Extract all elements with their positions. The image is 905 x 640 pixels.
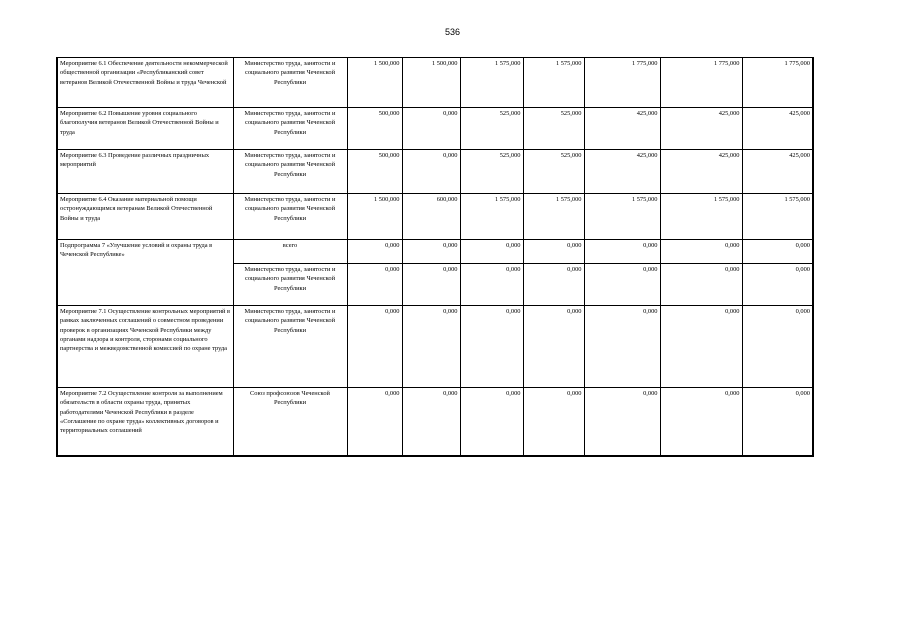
value-cell: 425,000 — [742, 150, 813, 194]
measure-cell: Мероприятие 6.4 Оказание материальной помощи остронуждающимся ветеранам Великой Отечественной Войны и труда — [57, 194, 233, 240]
value-cell: 0,000 — [402, 306, 460, 388]
measure-cell: Мероприятие 7.2 Осуществление контроля за выполнением обязательств в области охраны труда, принятых работодателями Чеченской Республики в разделе «Соглашение по охране труда» коллективных договоров и территориальных соглашений — [57, 388, 233, 456]
value-cell: 0,000 — [347, 388, 402, 456]
value-cell: 525,000 — [523, 108, 584, 150]
table-row — [57, 240, 813, 264]
value-cell: 0,000 — [460, 264, 523, 306]
value-cell: 0,000 — [660, 240, 742, 264]
value-cell: 1 575,000 — [742, 194, 813, 240]
value-cell: 1 775,000 — [742, 58, 813, 108]
value-cell: 0,000 — [523, 264, 584, 306]
value-cell: 425,000 — [660, 108, 742, 150]
measure-cell: Мероприятие 7.1 Осуществление контрольных мероприятий в рамках заключенных соглашений о совместном проведении проверок в организациях Чеченской Республики между органами надзора и контроля, сторонами социального партнерства и межведомственной комиссией по охране труда — [57, 306, 233, 388]
table-row — [57, 150, 813, 194]
value-cell: 0,000 — [523, 306, 584, 388]
value-cell: 0,000 — [742, 388, 813, 456]
value-cell: 525,000 — [523, 150, 584, 194]
value-cell: 525,000 — [460, 150, 523, 194]
value-cell: 0,000 — [460, 240, 523, 264]
value-cell: 525,000 — [460, 108, 523, 150]
value-cell: 0,000 — [523, 388, 584, 456]
value-cell: 1 575,000 — [460, 58, 523, 108]
value-cell: 0,000 — [347, 240, 402, 264]
value-cell: 0,000 — [460, 388, 523, 456]
value-cell: 1 500,000 — [347, 194, 402, 240]
table-row — [57, 306, 813, 388]
table-row — [57, 108, 813, 150]
value-cell: 0,000 — [402, 240, 460, 264]
value-cell: 1 500,000 — [402, 58, 460, 108]
value-cell: 0,000 — [523, 240, 584, 264]
value-cell: 1 575,000 — [660, 194, 742, 240]
value-cell: 0,000 — [660, 306, 742, 388]
value-cell: 600,000 — [402, 194, 460, 240]
value-cell: 0,000 — [460, 306, 523, 388]
value-cell: 0,000 — [660, 388, 742, 456]
table-row — [57, 388, 813, 456]
table-row — [57, 58, 813, 108]
executor-cell: Министерство труда, занятости и социального развития Чеченской Республики — [233, 264, 347, 306]
value-cell: 425,000 — [742, 108, 813, 150]
value-cell: 0,000 — [402, 150, 460, 194]
executor-cell: Министерство труда, занятости и социального развития Чеченской Республики — [233, 150, 347, 194]
value-cell: 0,000 — [742, 264, 813, 306]
value-cell: 0,000 — [584, 240, 660, 264]
executor-cell: всего — [233, 240, 347, 264]
measure-cell: Подпрограмма 7 «Улучшение условий и охраны труда в Чеченской Республике» — [57, 240, 233, 306]
value-cell: 500,000 — [347, 150, 402, 194]
table-row — [57, 194, 813, 240]
executor-cell: Союз профсоюзов Чеченской Республики — [233, 388, 347, 456]
value-cell: 425,000 — [584, 150, 660, 194]
executor-cell: Министерство труда, занятости и социального развития Чеченской Республики — [233, 108, 347, 150]
executor-cell: Министерство труда, занятости и социального развития Чеченской Республики — [233, 194, 347, 240]
value-cell: 0,000 — [742, 306, 813, 388]
value-cell: 0,000 — [402, 264, 460, 306]
value-cell: 1 500,000 — [347, 58, 402, 108]
value-cell: 425,000 — [660, 150, 742, 194]
page-number: 536 — [444, 27, 461, 37]
value-cell: 1 775,000 — [660, 58, 742, 108]
value-cell: 0,000 — [584, 388, 660, 456]
value-cell: 1 775,000 — [584, 58, 660, 108]
value-cell: 0,000 — [742, 240, 813, 264]
value-cell: 500,000 — [347, 108, 402, 150]
value-cell: 1 575,000 — [584, 194, 660, 240]
value-cell: 0,000 — [584, 306, 660, 388]
measure-cell: Мероприятие 6.3 Проведение различных праздничных мероприятий — [57, 150, 233, 194]
value-cell: 1 575,000 — [460, 194, 523, 240]
budget-table — [56, 57, 814, 457]
value-cell: 425,000 — [584, 108, 660, 150]
measure-cell: Мероприятие 6.2 Повышение уровня социального благополучия ветеранов Великой Отечественной Войны и труда — [57, 108, 233, 150]
executor-cell: Министерство труда, занятости и социального развития Чеченской Республики — [233, 306, 347, 388]
measure-cell: Мероприятие 6.1 Обеспечение деятельности некоммерческой общественной организации «Республиканский совет ветеранов Великой Отечественной Войны и труда Чеченской — [57, 58, 233, 108]
value-cell: 0,000 — [347, 264, 402, 306]
value-cell: 0,000 — [660, 264, 742, 306]
value-cell: 0,000 — [402, 108, 460, 150]
value-cell: 1 575,000 — [523, 58, 584, 108]
value-cell: 0,000 — [347, 306, 402, 388]
executor-cell: Министерство труда, занятости и социального развития Чеченской Республики — [233, 58, 347, 108]
value-cell: 0,000 — [402, 388, 460, 456]
value-cell: 0,000 — [584, 264, 660, 306]
value-cell: 1 575,000 — [523, 194, 584, 240]
